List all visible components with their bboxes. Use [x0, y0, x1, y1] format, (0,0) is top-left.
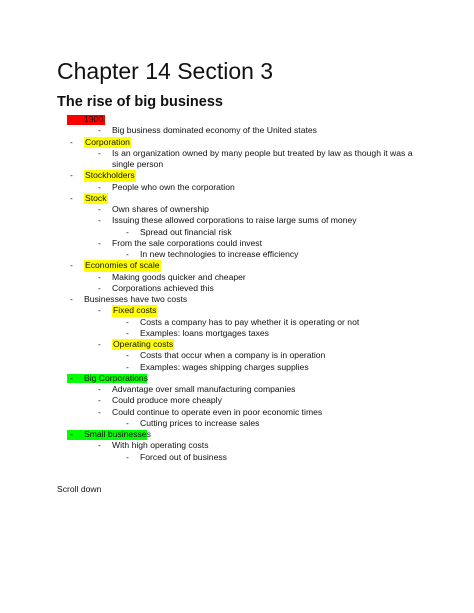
outline-item-text: Economies of scale — [85, 260, 160, 271]
outline-item-level-2 — [0, 227, 474, 238]
bullet-dash: - — [70, 192, 73, 203]
bullet-dash: - — [126, 249, 129, 259]
outline-item-text: single person — [112, 159, 164, 169]
section-heading: The rise of big business — [57, 94, 223, 110]
bullet-dash: - — [98, 440, 101, 451]
bullet-dash: - — [98, 305, 101, 316]
outline-item-text: In new technologies to increase efficiency — [140, 249, 299, 259]
outline-item-text: 1900 — [84, 114, 104, 124]
outline-item-text: Small businesses — [84, 429, 151, 439]
outline-item-level-1 — [0, 159, 474, 170]
outline-item-text: Examples: wages shipping charges supplies — [140, 361, 309, 372]
outline-item-level-1 — [0, 283, 474, 294]
bullet-dash: - — [126, 350, 129, 361]
outline-item-text: Costs a company has to pay whether it is operating or not — [140, 316, 360, 327]
bullet-dash: - — [70, 114, 73, 124]
outline-item-level-1 — [0, 440, 474, 451]
bullet-dash: - — [70, 170, 73, 181]
bullet-dash: - — [98, 125, 101, 136]
outline-item-text: People who own the corporation — [112, 181, 235, 192]
bullet-dash: - — [98, 406, 101, 417]
outline-item-level-2 — [0, 328, 474, 339]
outline-item-level-1 — [0, 407, 474, 418]
outline-item-level-1 — [0, 395, 474, 406]
outline-item-level-0 — [0, 114, 474, 125]
bullet-dash: - — [70, 429, 73, 439]
outline-item-text: Big business dominated economy of the United states — [112, 125, 317, 136]
outline-item-text: Costs that occur when a company is in operation — [140, 350, 326, 361]
outline-item-text: From the sale corporations could invest — [112, 237, 262, 248]
outline-item-text: Businesses have two costs — [84, 294, 188, 304]
outline-item-text: Issuing these allowed corporations to raise large sums of money — [112, 215, 357, 226]
bullet-dash: - — [126, 417, 129, 428]
outline-item-text: Forced out of business — [140, 451, 227, 462]
bullet-dash: - — [98, 147, 101, 158]
outline-item-level-2 — [0, 362, 474, 373]
outline-item-text: Operating costs — [113, 339, 174, 349]
outline-item-text: Could continue to operate even in poor economic times — [112, 406, 323, 417]
bullet-dash: - — [126, 327, 129, 338]
page-title: Chapter 14 Section 3 — [57, 58, 274, 84]
outline-item-level-0 — [0, 294, 474, 305]
outline-item-text: Making goods quicker and cheaper — [112, 271, 246, 282]
bullet-dash: - — [98, 215, 101, 226]
outline-item-level-1 — [0, 339, 474, 350]
bullet-dash: - — [126, 226, 129, 237]
outline-item-text: Own shares of ownership — [112, 204, 209, 214]
outline-item-text: Could produce more cheaply — [112, 395, 222, 406]
bullet-dash: - — [98, 339, 101, 349]
outline-item-text: Advantage over small manufacturing companies — [112, 384, 296, 394]
bullet-dash: - — [70, 294, 73, 304]
bullet-dash: - — [70, 372, 73, 383]
outline-item-level-1 — [0, 215, 474, 226]
outline-item-level-2 — [0, 452, 474, 463]
outline-item-text: Is an organization owned by many people but treated by law as though it was a — [112, 147, 413, 158]
outline-item-level-0 — [0, 193, 474, 204]
footer-note: Scroll down — [57, 484, 102, 494]
bullet-dash: - — [126, 361, 129, 372]
bullet-dash: - — [98, 282, 101, 293]
outline-item-level-2 — [0, 317, 474, 328]
outline-item-level-1 — [0, 204, 474, 215]
outline-item-text: Cutting prices to increase sales — [140, 417, 260, 428]
outline-item-level-0 — [0, 260, 474, 271]
outline-item-text: Stockholders — [85, 170, 135, 181]
outline-item-level-1 — [0, 148, 474, 159]
bullet-dash: - — [126, 316, 129, 327]
outline-item-text: Stock — [85, 192, 107, 203]
outline-item-level-0 — [0, 137, 474, 148]
outline-item-level-1 — [0, 272, 474, 283]
outline-item-level-2 — [0, 350, 474, 361]
outline-item-level-1 — [0, 384, 474, 395]
bullet-dash: - — [70, 136, 73, 147]
bullet-dash: - — [98, 384, 101, 394]
outline-item-level-0 — [0, 429, 474, 440]
outline-item-text: Big Corporations — [84, 372, 149, 383]
bullet-dash: - — [98, 271, 101, 282]
outline-item-text: With high operating costs — [112, 440, 209, 451]
bullet-dash: - — [98, 181, 101, 192]
bullet-dash: - — [98, 395, 101, 406]
bullet-dash: - — [98, 204, 101, 214]
outline-item-level-1 — [0, 125, 474, 136]
outline-item-level-2 — [0, 249, 474, 260]
outline-item-level-1 — [0, 182, 474, 193]
outline-item-text: Examples: loans mortgages taxes — [140, 327, 269, 338]
outline-item-level-1 — [0, 305, 474, 316]
bullet-dash: - — [70, 260, 73, 271]
outline-item-level-1 — [0, 238, 474, 249]
outline-item-text: Corporations achieved this — [112, 282, 214, 293]
bullet-dash: - — [98, 237, 101, 248]
outline-item-level-0 — [0, 170, 474, 181]
outline-item-text: Corporation — [85, 136, 130, 147]
outline-item-level-2 — [0, 418, 474, 429]
outline-item-level-0 — [0, 373, 474, 384]
bullet-outline — [0, 114, 474, 463]
outline-item-text: Spread out financial risk — [140, 226, 232, 237]
outline-item-text: Fixed costs — [113, 305, 157, 316]
bullet-dash: - — [126, 451, 129, 462]
